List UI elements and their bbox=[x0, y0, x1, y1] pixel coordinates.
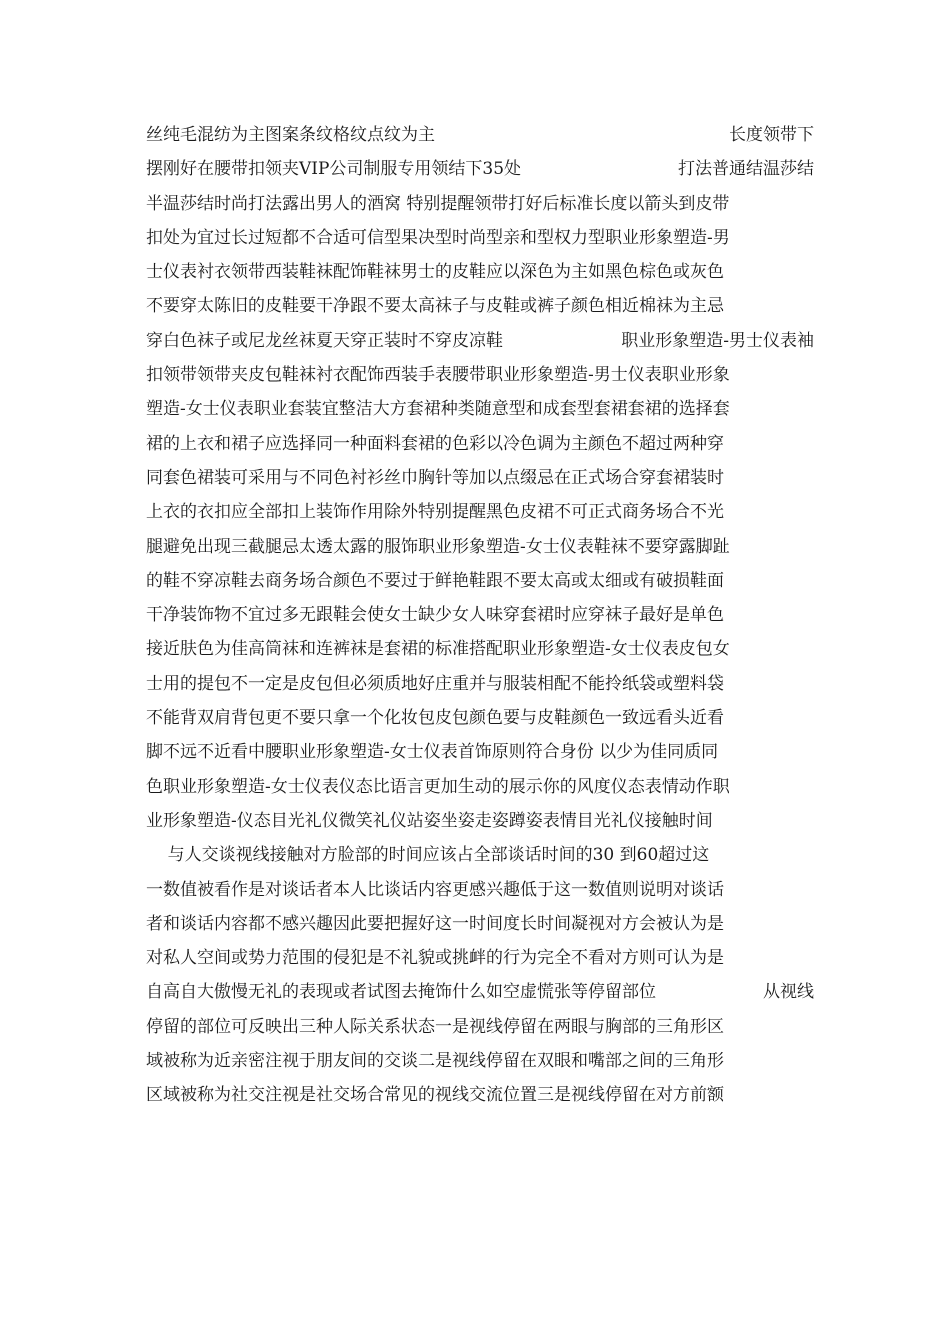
text-line bbox=[146, 1078, 814, 1112]
text-segment: 打法普通结温莎结 bbox=[678, 159, 814, 180]
text-segment: 者和谈话内容都不感兴趣因此要把握好这一时间度长时间凝视对方会被认为是 bbox=[146, 913, 724, 934]
text-segment: 脚不远不近看中腰职业形象塑造-女士仪表首饰原则符合身份 以少为佳同质同 bbox=[146, 742, 719, 763]
text-segment: 域被称为近亲密注视于朋友间的交谈二是视线停留在双眼和嘴部之间的三角形 bbox=[146, 1051, 724, 1072]
text-segment: 色职业形象塑造-女士仪表仪态比语言更加生动的展示你的风度仪态表情动作职 bbox=[146, 776, 730, 797]
text-line bbox=[146, 1044, 814, 1078]
text-line bbox=[146, 1010, 814, 1044]
text-line bbox=[146, 975, 814, 1009]
text-segment: 的鞋不穿凉鞋去商务场合颜色不要过于鲜艳鞋跟不要太高或太细或有破损鞋面 bbox=[146, 570, 724, 591]
text-line bbox=[146, 873, 814, 907]
text-line bbox=[146, 118, 814, 152]
text-segment: 停留的部位可反映出三种人际关系状态一是视线停留在两眼与胸部的三角形区 bbox=[146, 1016, 724, 1037]
text-segment: 不要穿太陈旧的皮鞋要干净跟不要太高袜子与皮鞋或裤子颜色相近棉袜为主忌 bbox=[146, 296, 724, 317]
text-segment: 与人交谈视线接触对方脸部的时间应该占全部谈话时间的30 到60超过这 bbox=[146, 845, 710, 866]
text-segment: 业形象塑造-仪态目光礼仪微笑礼仪站姿坐姿走姿蹲姿表情目光礼仪接触时间 bbox=[146, 810, 713, 831]
text-line bbox=[146, 907, 814, 941]
text-line bbox=[146, 838, 814, 872]
text-line bbox=[146, 701, 814, 735]
text-segment: 半温莎结时尚打法露出男人的酒窝 特别提醒领带打好后标准长度以箭头到皮带 bbox=[146, 193, 730, 214]
body-text bbox=[146, 118, 814, 1113]
text-segment: 一数值被看作是对谈话者本人比谈话内容更感兴趣低于这一数值则说明对谈话 bbox=[146, 879, 724, 900]
text-line bbox=[146, 530, 814, 564]
text-line bbox=[146, 324, 814, 358]
text-line bbox=[146, 495, 814, 529]
text-line bbox=[146, 289, 814, 323]
text-line bbox=[146, 427, 814, 461]
text-segment: 对私人空间或势力范围的侵犯是不礼貌或挑衅的行为完全不看对方则可认为是 bbox=[146, 948, 724, 969]
text-segment: 塑造-女士仪表职业套装宜整洁大方套裙种类随意型和成套型套裙套裙的选择套 bbox=[146, 399, 730, 420]
text-segment: 士仪表衬衣领带西装鞋袜配饰鞋袜男士的皮鞋应以深色为主如黑色棕色或灰色 bbox=[146, 262, 724, 283]
text-segment: 职业形象塑造-男士仪表袖 bbox=[621, 330, 814, 351]
text-segment: 士用的提包不一定是皮包但必须质地好庄重并与服装相配不能拎纸袋或塑料袋 bbox=[146, 673, 724, 694]
text-line bbox=[146, 735, 814, 769]
text-line bbox=[146, 632, 814, 666]
text-segment: 干净装饰物不宜过多无跟鞋会使女士缺少女人味穿套裙时应穿袜子最好是单色 bbox=[146, 605, 724, 626]
text-segment: 摆刚好在腰带扣领夹VIP公司制服专用领结下35处 bbox=[146, 159, 522, 180]
text-line bbox=[146, 564, 814, 598]
text-line bbox=[146, 221, 814, 255]
text-line bbox=[146, 358, 814, 392]
text-line bbox=[146, 392, 814, 426]
text-line bbox=[146, 667, 814, 701]
text-line bbox=[146, 152, 814, 186]
text-line bbox=[146, 941, 814, 975]
text-line bbox=[146, 255, 814, 289]
text-segment: 腿避免出现三截腿忌太透太露的服饰职业形象塑造-女士仪表鞋袜不要穿露脚趾 bbox=[146, 536, 730, 557]
text-segment: 长度领带下 bbox=[729, 125, 814, 145]
text-segment: 自高自大傲慢无礼的表现或者试图去掩饰什么如空虚慌张等停留部位 bbox=[146, 982, 656, 1003]
text-segment: 接近肤色为佳高筒袜和连裤袜是套裙的标准搭配职业形象塑造-女士仪表皮包女 bbox=[146, 639, 730, 660]
text-line bbox=[146, 187, 814, 221]
text-segment: 上衣的衣扣应全部扣上装饰作用除外特别提醒黑色皮裙不可正式商务场合不光 bbox=[146, 502, 724, 523]
text-line bbox=[146, 770, 814, 804]
text-segment: 扣处为宜过长过短都不合适可信型果决型时尚型亲和型权力型职业形象塑造-男 bbox=[146, 227, 730, 248]
text-line bbox=[146, 598, 814, 632]
text-segment: 同套色裙装可采用与不同色衬衫丝巾胸针等加以点缀忌在正式场合穿套裙装时 bbox=[146, 467, 724, 488]
text-segment: 扣领带领带夹皮包鞋袜衬衣配饰西装手表腰带职业形象塑造-男士仪表职业形象 bbox=[146, 365, 730, 386]
text-segment: 穿白色袜子或尼龙丝袜夏天穿正装时不穿皮凉鞋 bbox=[146, 330, 503, 351]
text-segment: 丝纯毛混纺为主图案条纹格纹点纹为主 bbox=[146, 125, 435, 145]
text-segment: 裙的上衣和裙子应选择同一种面料套裙的色彩以冷色调为主颜色不超过两种穿 bbox=[146, 433, 724, 454]
text-line bbox=[146, 461, 814, 495]
text-segment: 不能背双肩背包更不要只拿一个化妆包皮包颜色要与皮鞋颜色一致远看头近看 bbox=[146, 708, 724, 729]
text-segment: 从视线 bbox=[763, 982, 814, 1003]
text-line bbox=[146, 804, 814, 838]
text-segment: 区域被称为社交注视是社交场合常见的视线交流位置三是视线停留在对方前额 bbox=[146, 1085, 724, 1106]
